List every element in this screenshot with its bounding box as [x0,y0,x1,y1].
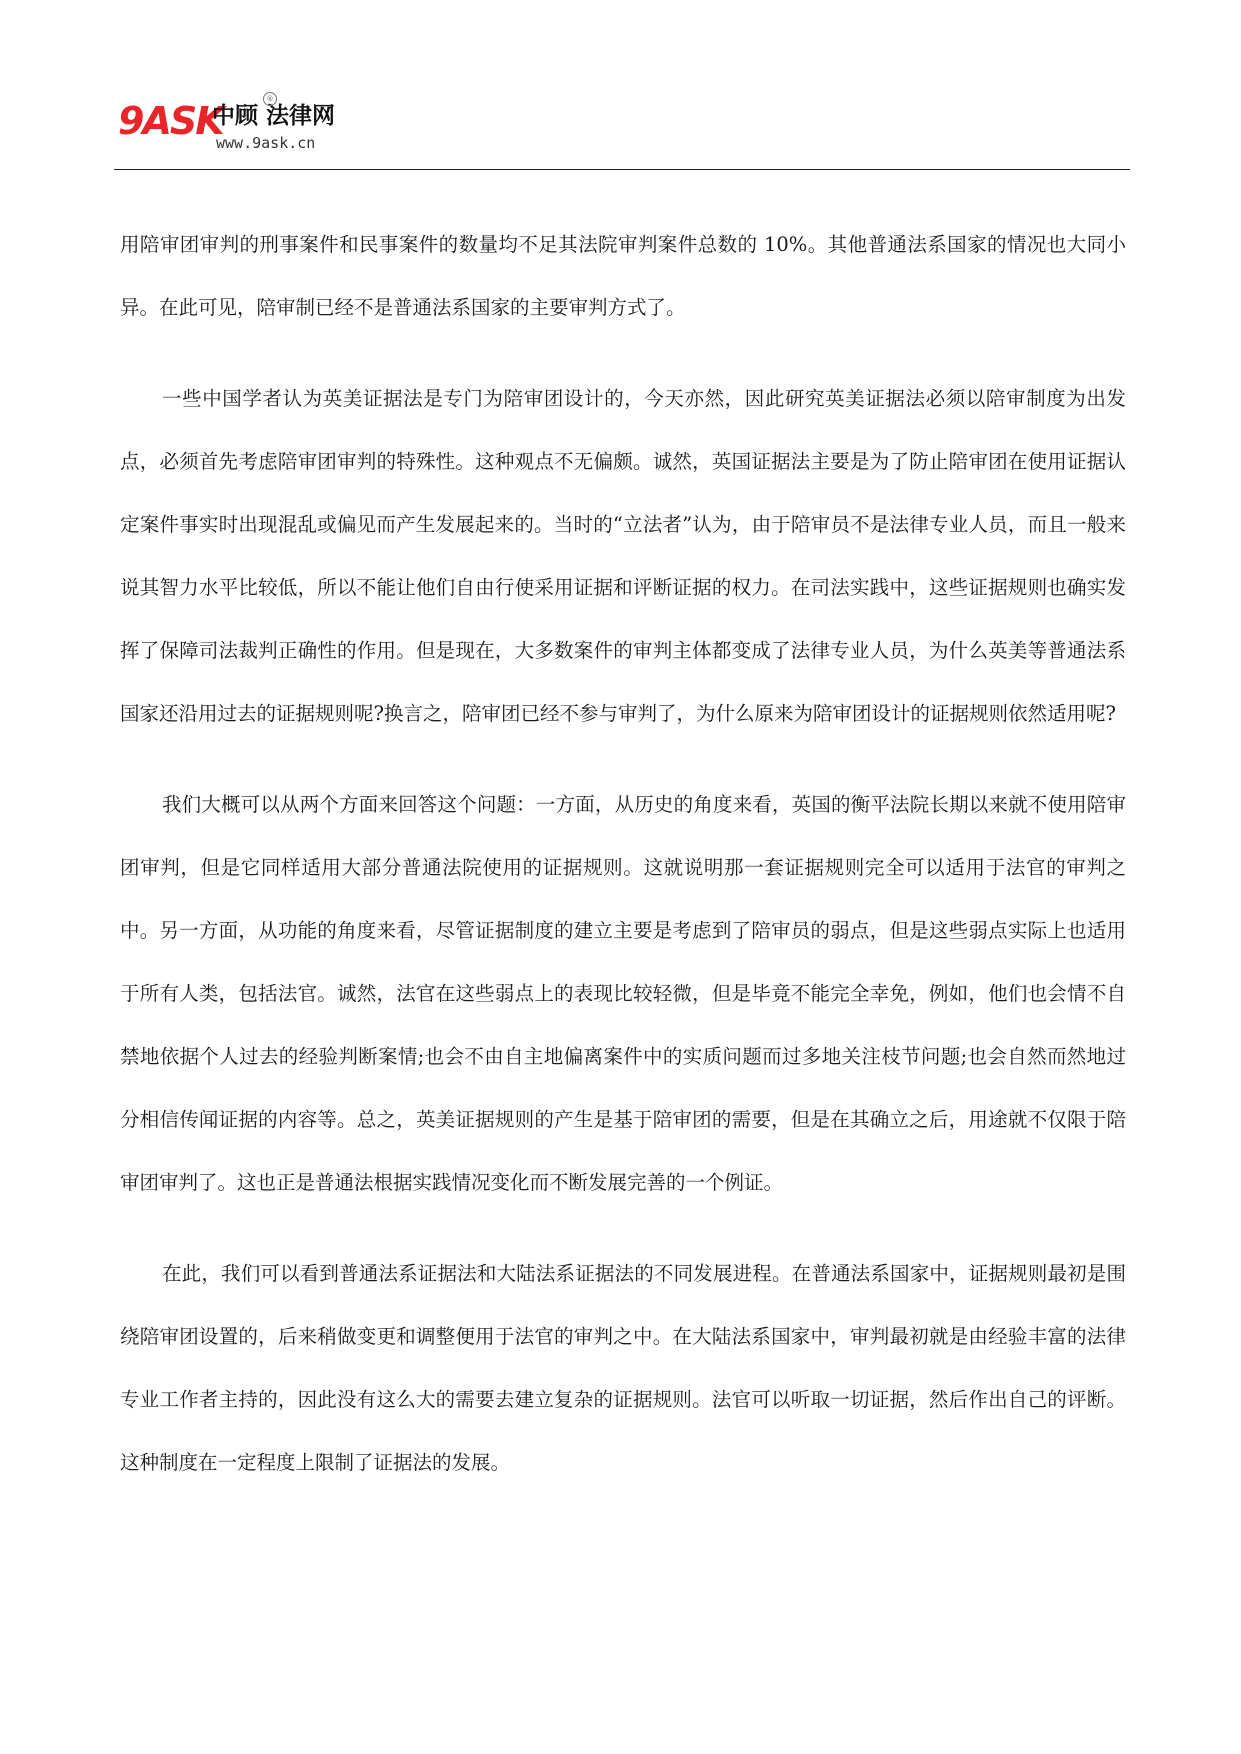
paragraph-3: 我们大概可以从两个方面来回答这个问题：一方面，从历史的角度来看，英国的衡平法院长期以来就不使用陪审团审判，但是它同样适用大部分普通法院使用的证据规则。这就说明那一套证据规则完全可以适用于法官的审判之中。另一方面，从功能的角度来看，尽管证据制度的建立主要是考虑到了陪审员的弱点，但是这些弱点实际上也适用于所有人类，包括法官。诚然，法官在这些弱点上的表现比较轻微，但是毕竟不能完全幸免，例如，他们也会情不自禁地依据个人过去的经验判断案情;也会不由自主地偏离案件中的实质问题而过多地关注枝节问题;也会自然而然地过分相信传闻证据的内容等。总之，英美证据规则的产生是基于陪审团的需要，但是在其确立之后，用途就不仅限于陪审团审判了。这也正是普通法根据实践情况变化而不断发展完善的一个例证。 [120,793,1126,1194]
page-header [118,92,1128,170]
paragraph-2: 一些中国学者认为英美证据法是专门为陪审团设计的，今天亦然，因此研究英美证据法必须以陪审制度为出发点，必须首先考虑陪审团审判的特殊性。这种观点不无偏颇。诚然，英国证据法主要是为了防止陪审团在使用证据认定案件事实时出现混乱或偏见而产生发展起来的。当时的“立法者”认为，由于陪审员不是法律专业人员，而且一般来说其智力水平比较低，所以不能让他们自由行使采用证据和评断证据的权力。在司法实践中，这些证据规则也确实发挥了保障司法裁判正确性的作用。但是现在，大多数案件的审判主体都变成了法律专业人员，为什么英美等普通法系国家还沿用过去的证据规则呢?换言之，陪审团已经不参与审判了，为什么原来为陪审团设计的证据规则依然适用呢? [120,387,1126,725]
logo-mark: 9ASK [118,99,223,143]
registered-mark-icon: ® [263,92,277,106]
paragraph-1: 用陪审团审判的刑事案件和民事案件的数量均不足其法院审判案件总数的 10%。其他普通法系国家的情况也大同小异。在此可见，陪审制已经不是普通法系国家的主要审判方式了。 [120,233,1126,319]
header-divider [114,169,1130,170]
logo-name: 中顾 法律网 [212,103,336,129]
site-logo[interactable] [118,92,358,162]
paragraph-4: 在此，我们可以看到普通法系证据法和大陆法系证据法的不同发展进程。在普通法系国家中，证据规则最初是围绕陪审团设置的，后来稍做变更和调整便用于法官的审判之中。在大陆法系国家中，审判最初就是由经验丰富的法律专业工作者主持的，因此没有这么大的需要去建立复杂的证据规则。法官可以听取一切证据，然后作出自己的评断。这种制度在一定程度上限制了证据法的发展。 [120,1262,1126,1474]
article-body [120,213,1126,1494]
logo-url: www.9ask.cn [216,134,316,152]
